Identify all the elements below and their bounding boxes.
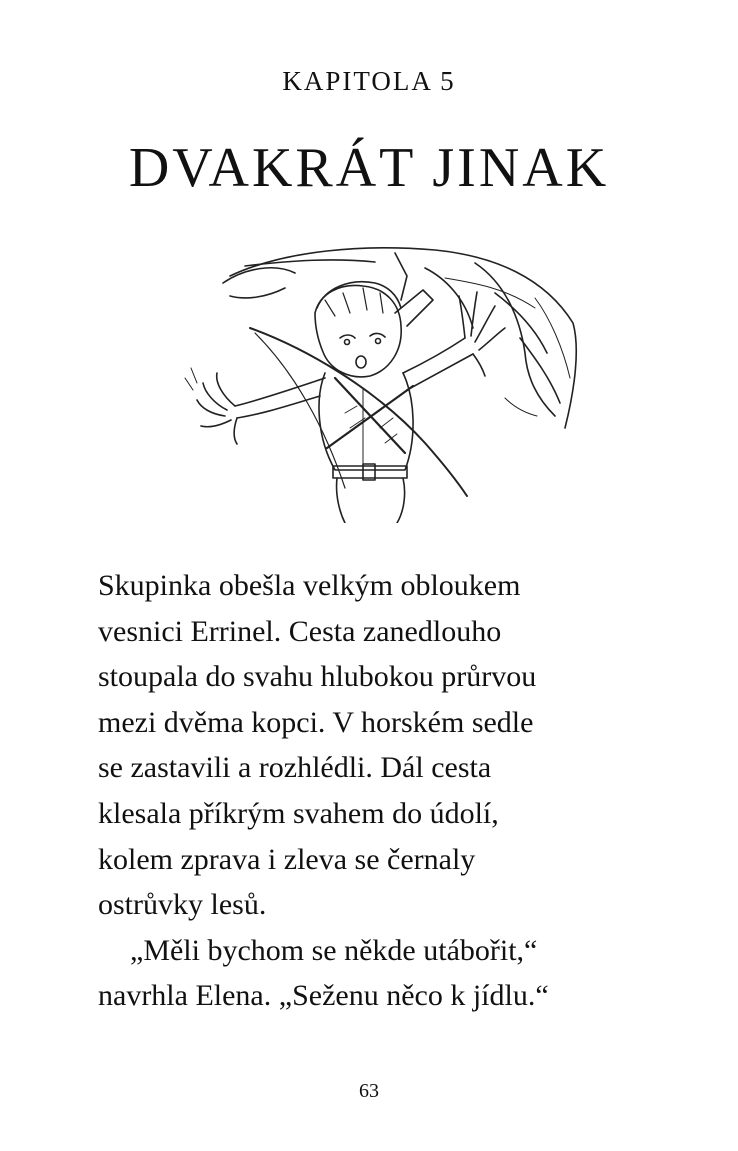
body-text xyxy=(98,563,658,1019)
text-line: mezi dvěma kopci. V horském sedle xyxy=(98,705,534,739)
boy-falling-illustration xyxy=(175,238,590,523)
text-line: navrhla Elena. „Seženu něco k jídlu.“ xyxy=(98,979,549,1013)
page-number: 63 xyxy=(359,1080,379,1102)
text-line: vesnici Errinel. Cesta zanedlouho xyxy=(98,614,502,648)
text-line: se zastavili a rozhlédli. Dál cesta xyxy=(98,751,492,785)
text-line: Skupinka obešla velkým obloukem xyxy=(98,569,521,602)
chapter-title: DVAKRÁT JINAK xyxy=(128,137,610,199)
paragraph xyxy=(98,563,658,928)
text-line: „Měli bychom se někde utábořit,“ xyxy=(130,933,538,967)
text-line: klesala příkrým svahem do údolí, xyxy=(98,796,499,830)
text-line: stoupala do svahu hlubokou průrvou xyxy=(98,660,537,694)
chapter-label: KAPITOLA 5 xyxy=(282,66,456,96)
text-line: ostrůvky lesů. xyxy=(98,888,267,922)
text-line: kolem zprava i zleva se černaly xyxy=(98,842,476,876)
paragraph xyxy=(98,928,658,1019)
